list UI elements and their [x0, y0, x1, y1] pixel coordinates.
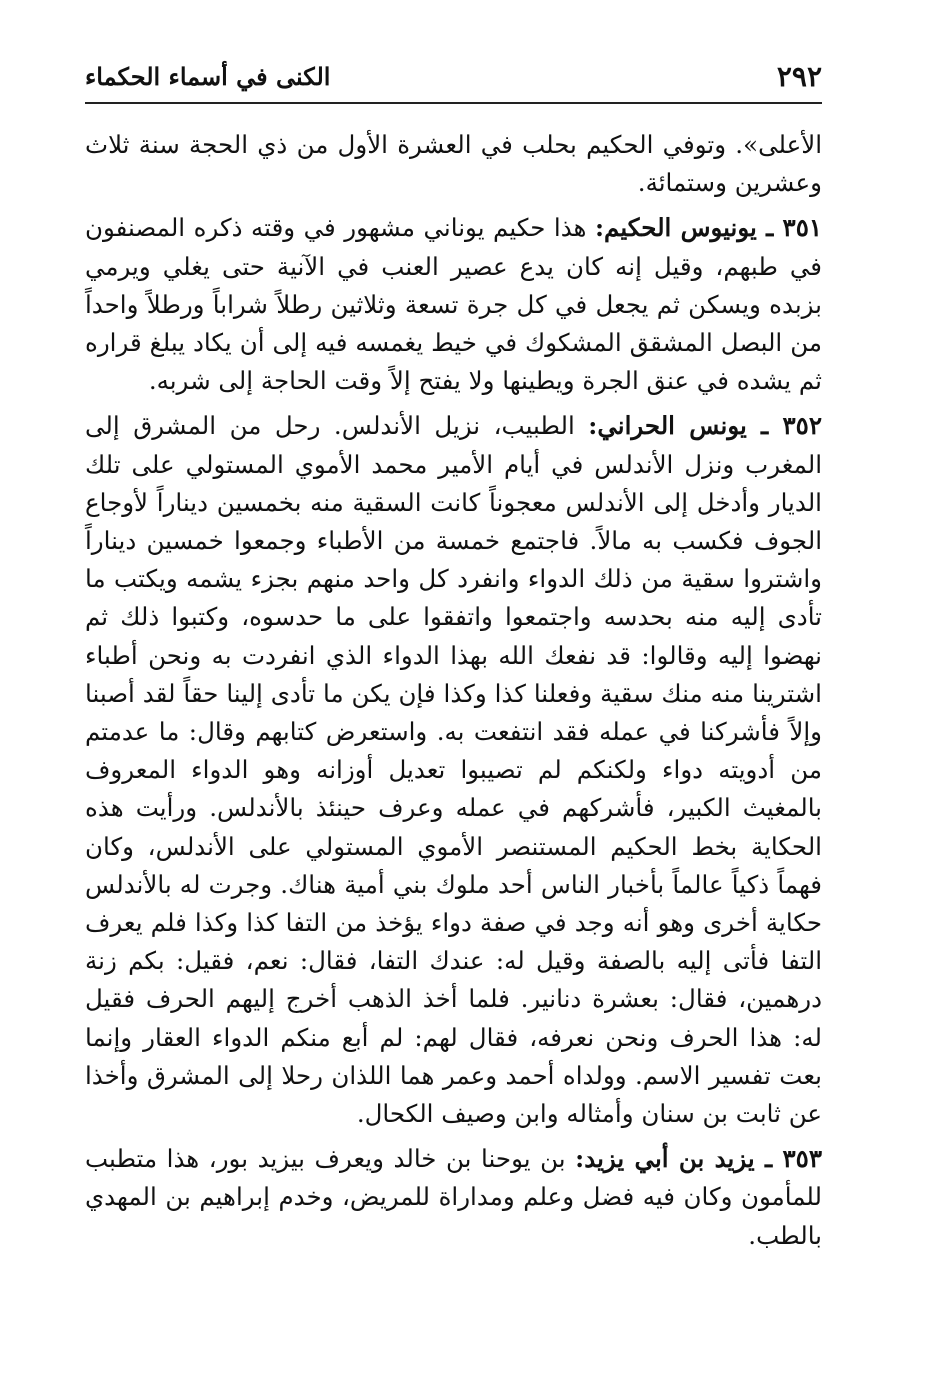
entry-352	[85, 407, 822, 1133]
entry-text: هذا حكيم يوناني مشهور في وقته ذكره المصنفون في طبهم، وقيل إنه كان يدع عصير العنب في الآنية حتى يغلي ويرمي بزبده ويسكن ثم يجعل في كل جرة تسعة وثلاثين رطلاً شراباً ورطلاً واحداً من البصل المشقق المشكوك في خيط يغمسه فيه إلى أن يكاد يبلغ قراره ثم يشده في عنق الجرة ويطينها ولا يفتح إلاً وقت الحاجة إلى شربه.	[85, 213, 822, 396]
entry-text: الطبيب، نزيل الأندلس. رحل من المشرق إلى المغرب ونزل الأندلس في أيام الأمير محمد الأموي المستولي على تلك الديار وأدخل إلى الأندلس معجوناً كانت السقية منه بخمسين ديناراً لأوجاع الجوف فكسب به مالاً. فاجتمع خمسة من الأطباء وجمعوا خمسين ديناراً واشتروا سقية من ذلك الدواء وانفرد كل واحد منهم بجزء يشمه ويكتب ما تأدى إليه منه بحدسه واجتمعوا واتفقوا على ما حدسوه، وكتبوا ذلك ثم نهضوا إليه وقالوا: قد نفعك الله بهذا الدواء الذي انفردت به ونحن أطباء اشترينا منه منك سقية وفعلنا كذا وكذا فإن يكن ما تأدى إلينا حقاً لقد أصبنا وإلاً فأشركنا في عمله فقد انتفعت به. واستعرض كتابهم وقال: ما عدمتم من أدويته دواء ولكنكم لم تصيبوا تعديل أوزانه وهو الدواء المعروف بالمغيث الكبير، فأشركهم في عمله وعرف حينئذ بالأندلس. ورأيت هذه الحكاية بخط الحكيم المستنصر الأموي المستولي على الأندلس، وكان فهماً ذكياً عالماً بأخبار الناس أحد ملوك بني أمية هناك. وجرت له بالأندلس حكاية أخرى وهو أنه وجد في صفة دواء يؤخذ من التفا كذا وكذا فلم يعرف التفا فأتى إليه بالصفة وقيل له: عندك التفا، فقال: نعم، فقيل: بكم زنة درهمين، فقال: بعشرة دنانير. فلما أخذ الذهب أخرج إليهم الحرف فقيل له: هذا الحرف ونحن نعرفه، فقال لهم: لم أبع منكم الدواء العقار وإنما بعت تفسير الاسم. وولداه أحمد وعمر هما اللذان رحلا إلى المشرق وأخذا عن ثابت بن سنان وأمثاله وابن وصيف الكحال.	[85, 411, 822, 1129]
body-text	[85, 126, 822, 1262]
paragraph-text: الأعلى». وتوفي الحكيم بحلب في العشرة الأول من ذي الحجة سنة ثلاث وعشرين وستمائة.	[85, 130, 822, 198]
paragraph-continuation	[85, 126, 822, 202]
entry-heading: ٣٥٢ ـ يونس الحراني:	[588, 411, 822, 441]
header-rule	[85, 102, 822, 104]
entry-heading: ٣٥١ ـ يونيوس الحكيم:	[595, 213, 823, 243]
page-number: ٢٩٢	[776, 60, 822, 93]
page-header	[85, 58, 822, 100]
running-title: الكنى في أسماء الحكماء	[85, 62, 331, 91]
entry-text: بن يوحنا بن خالد ويعرف بيزيد بور، هذا متطبب للمأمون وكان فيه فضل وعلم ومداراة للمريض، وخدم إبراهيم بن المهدي بالطب.	[85, 1144, 822, 1250]
entry-353	[85, 1140, 822, 1255]
entry-heading: ٣٥٣ ـ يزيد بن أبي يزيد:	[575, 1144, 822, 1174]
entry-351	[85, 209, 822, 400]
